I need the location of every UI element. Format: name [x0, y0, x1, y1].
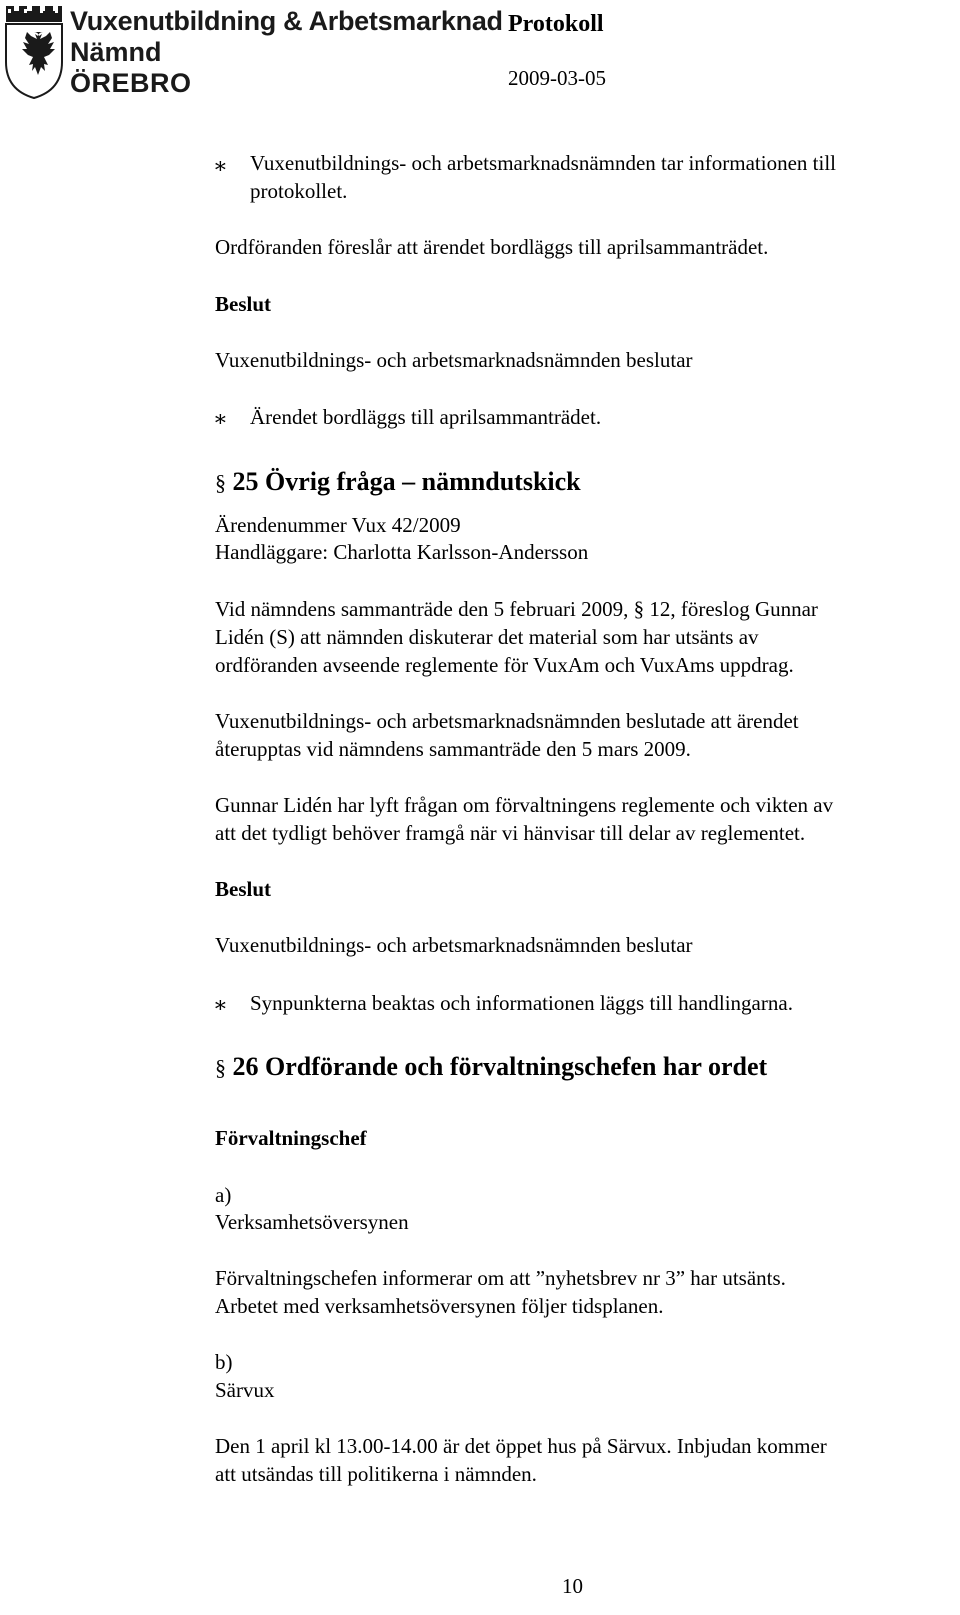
paragraph-line: Arbetet med verksamhetsöversynen följer tidsplanen. — [215, 1294, 664, 1318]
document-date: 2009-03-05 — [508, 66, 606, 90]
paragraph-line: Lidén (S) att nämnden diskuterar det material som har utsänts av — [215, 625, 759, 649]
beslut-heading: Beslut — [215, 292, 272, 316]
org-name-line2: Nämnd — [70, 37, 162, 67]
asterisk-icon: ∗ — [213, 153, 228, 178]
paragraph-line: att utsändas till politikerna i nämnden. — [215, 1462, 537, 1486]
paragraph-line — [215, 595, 818, 623]
paragraph-line: Vuxenutbildnings- och arbetsmarknadsnämnden beslutade att ärendet — [215, 709, 799, 733]
proposal-text: Ordföranden föreslår att ärendet bordläggs till aprilsammanträdet. — [215, 235, 769, 259]
section-sign-icon: § — [633, 597, 645, 621]
paragraph-line: att det tydligt behöver framgå när vi hänvisar till delar av reglementet. — [215, 821, 806, 845]
item-title: Verksamhetsöversynen — [215, 1210, 409, 1234]
section-heading — [215, 1051, 767, 1084]
item-title: Särvux — [215, 1378, 275, 1402]
paragraph-line: Den 1 april kl 13.00-14.00 är det öppet hus på Särvux. Inbjudan kommer — [215, 1434, 827, 1458]
bullet-text: Synpunkterna beaktas och informationen läggs till handlingarna. — [250, 991, 793, 1015]
org-name-line1: Vuxenutbildning & Arbetsmarknad — [70, 6, 503, 36]
subheading: Förvaltningschef — [215, 1126, 367, 1150]
bullet-text: protokollet. — [250, 179, 348, 203]
bullet-text: Vuxenutbildnings- och arbetsmarknadsnämnden tar informationen till — [250, 151, 837, 175]
paragraph-line: ordföranden avseende reglemente för VuxAm och VuxAms uppdrag. — [215, 653, 794, 677]
section-heading — [215, 466, 581, 499]
item-label: b) — [215, 1350, 233, 1374]
paragraph-line: återupptas vid nämndens sammanträde den 5 mars 2009. — [215, 737, 691, 761]
asterisk-icon: ∗ — [213, 992, 228, 1017]
org-city: ÖREBRO — [70, 68, 192, 98]
paragraph-text: 12, föreslog Gunnar — [649, 597, 818, 621]
paragraph-line: Gunnar Lidén har lyft frågan om förvaltningens reglemente och vikten av — [215, 793, 834, 817]
bullet-text: Ärendet bordläggs till aprilsammanträdet. — [250, 405, 602, 429]
item-label: a) — [215, 1183, 232, 1207]
decision-intro: Vuxenutbildnings- och arbetsmarknadsnämnden beslutar — [215, 348, 693, 372]
section-sign-icon: § — [215, 470, 226, 495]
case-handler: Handläggare: Charlotta Karlsson-Andersson — [215, 540, 589, 564]
case-number: Ärendenummer Vux 42/2009 — [215, 513, 461, 537]
paragraph-text: Vid nämndens sammanträde den 5 februari 2009, — [215, 597, 629, 621]
paragraph-line: Förvaltningschefen informerar om att ”nyhetsbrev nr 3” har utsänts. — [215, 1266, 786, 1290]
section-title: 26 Ordförande och förvaltningschefen har ordet — [232, 1052, 768, 1081]
page-number: 10 — [562, 1574, 583, 1598]
section-title: 25 Övrig fråga – nämndutskick — [232, 467, 581, 496]
section-sign-icon: § — [215, 1055, 226, 1080]
document-type: Protokoll — [508, 11, 604, 37]
beslut-heading: Beslut — [215, 877, 272, 901]
decision-intro: Vuxenutbildnings- och arbetsmarknadsnämnden beslutar — [215, 933, 693, 957]
coat-of-arms-logo — [2, 2, 64, 100]
asterisk-icon: ∗ — [213, 406, 228, 431]
